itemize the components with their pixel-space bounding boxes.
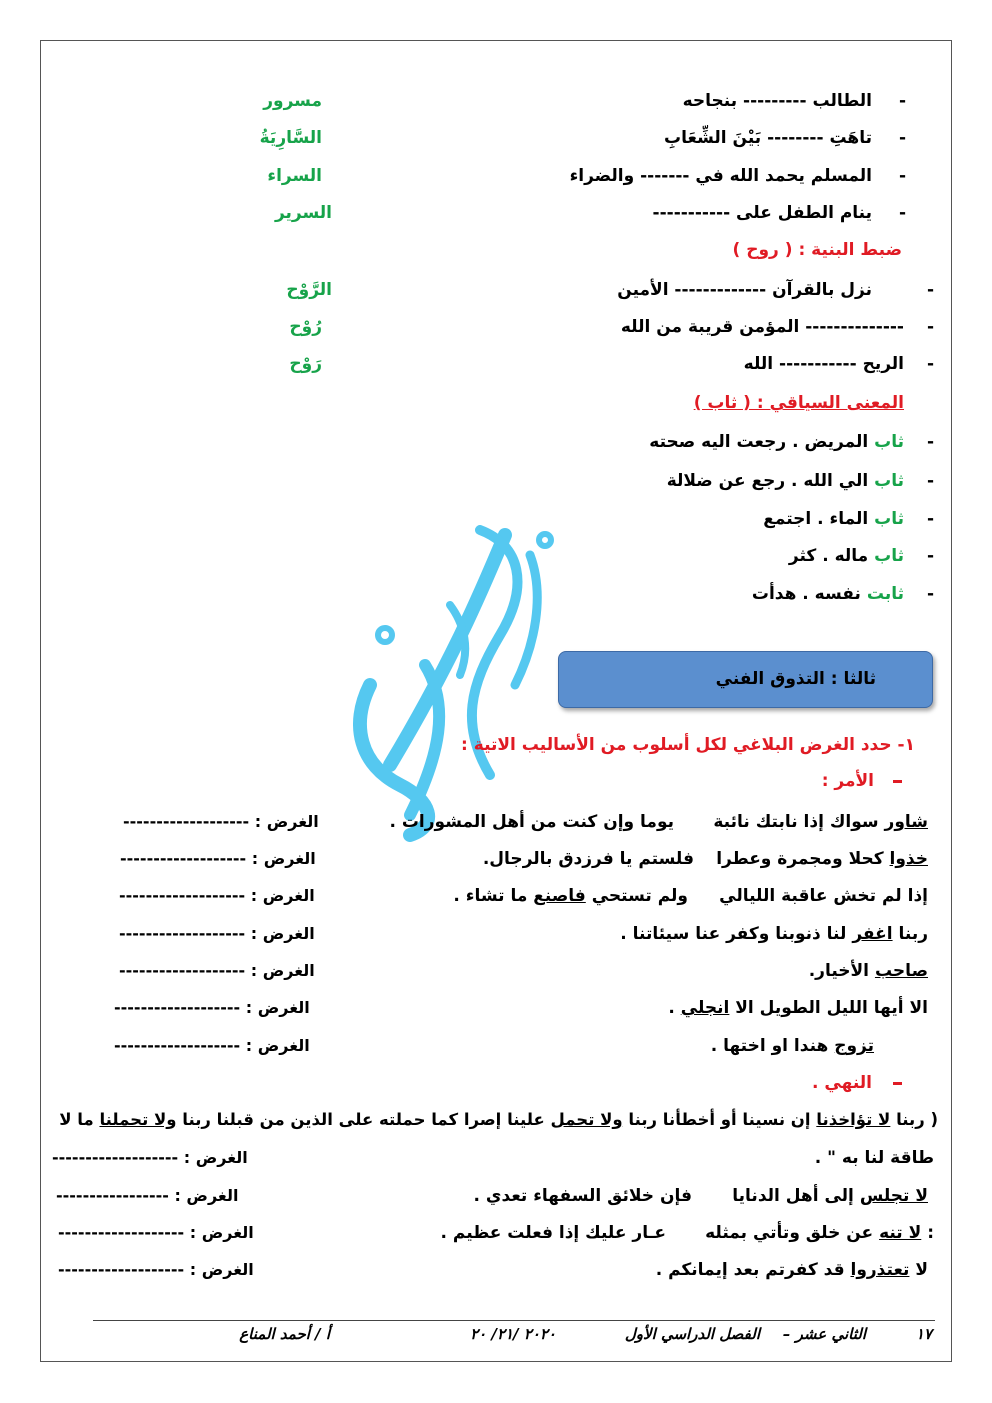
context-meaning: الي الله . رجع عن ضلالة xyxy=(666,471,869,491)
verse-part: علينا إصرا كما حملته على الذين من قبلنا ربنا xyxy=(176,1110,551,1129)
verse-part: ما لا xyxy=(59,1110,100,1129)
bullet-icon xyxy=(893,780,902,783)
amr-row-7 xyxy=(711,1036,874,1056)
purpose-blank: الغرض : ------------------- xyxy=(114,998,310,1017)
purpose-blank: الغرض : ------------------- xyxy=(119,886,315,905)
verse-part: عن خلق وتأتي بمثله xyxy=(705,1223,880,1243)
amr-row-3 xyxy=(453,886,688,906)
purpose-blank: الغرض : ------------------- xyxy=(119,961,315,980)
verse-part: سواك إذا نابتك نائبة xyxy=(713,812,885,832)
structure-sentence: نزل بالقرآن ------------- الأمين xyxy=(617,280,872,300)
structure-heading: ضبط البنية : ( روح ) xyxy=(732,240,902,260)
verse-part: . xyxy=(668,998,681,1018)
verse-part: ما تشاء . xyxy=(453,886,534,906)
purpose-blank: الغرض : ------------------- xyxy=(58,1223,254,1242)
key-word: صاحب xyxy=(874,961,928,981)
section-banner xyxy=(558,651,933,708)
nahy-row-1-second-half: فإن خلائق السفهاء تعدي . xyxy=(473,1186,692,1206)
key-word: لا تؤاخذنا xyxy=(816,1110,891,1129)
purpose-blank: الغرض : ------------------- xyxy=(119,924,315,943)
verse-part: هندا او اختها . xyxy=(710,1036,835,1056)
amr-row-1-second-half: يوما وإن كنت من أهل المشورات . xyxy=(389,812,674,832)
verse-part: ولم تستحي xyxy=(585,886,688,906)
context-line xyxy=(649,432,904,452)
nahy-row-1 xyxy=(732,1186,928,1206)
footer-year: ٢٠٢٠ /٢١/ ٢٠ xyxy=(470,1325,556,1343)
dash: - xyxy=(926,280,934,300)
dash: - xyxy=(926,509,934,529)
purpose-blank: الغرض : ----------------- xyxy=(56,1186,239,1205)
amr-row-2 xyxy=(716,849,928,869)
key-word: لا تجلس xyxy=(859,1186,928,1206)
amr-row-2-second-half: فلستم يا فرزدق بالرجال. xyxy=(482,849,694,869)
fill-answer: مسرور xyxy=(263,91,322,111)
nahy-heading: النهي . xyxy=(812,1073,872,1093)
verse-part: لا xyxy=(909,1260,928,1280)
verse-part: قد كفرتم بعد إيمانكم . xyxy=(655,1260,851,1280)
amr-row-5 xyxy=(809,961,928,981)
verse-part: الأخيار. xyxy=(808,961,875,981)
key-word: لا تنه xyxy=(879,1223,922,1243)
nahy-verse-line1 xyxy=(59,1110,938,1129)
context-meaning: ماله . كثر xyxy=(788,546,869,566)
amr-row-1 xyxy=(713,812,928,832)
verse-part: إلى أهل الدنايا xyxy=(732,1186,860,1206)
dash: - xyxy=(898,91,906,111)
dash: - xyxy=(926,354,934,374)
purpose-blank: الغرض : ------------------- xyxy=(123,812,319,831)
dash: - xyxy=(926,432,934,452)
nahy-row-2-second-half: عـار عليك إذا فعلت عظيم . xyxy=(440,1223,666,1243)
verse-part: إن نسينا أو أخطأنا ربنا xyxy=(622,1110,817,1129)
key-word: ولا تحمل xyxy=(550,1110,623,1129)
context-meaning: المريض . رجعت اليه صحته xyxy=(649,432,869,452)
dash: - xyxy=(926,546,934,566)
key-word: شاور xyxy=(884,812,928,832)
key-word: ولا تحملنا xyxy=(99,1110,177,1129)
structure-answer: الرَّوْح xyxy=(286,280,332,300)
key-word: فاصنع xyxy=(533,886,586,906)
nahy-row-3 xyxy=(656,1260,928,1280)
context-line xyxy=(789,546,904,566)
verse-part: الا أيها الليل الطويل الا xyxy=(729,998,928,1018)
context-word: ثاب xyxy=(874,432,904,452)
amr-row-3-first-half: إذا لم تخش عاقبة الليالي xyxy=(719,886,928,906)
dash: - xyxy=(926,317,934,337)
context-line xyxy=(752,584,904,604)
key-word: اغفر xyxy=(852,924,893,944)
dash: - xyxy=(926,471,934,491)
verse-part: ( ربنا xyxy=(890,1110,938,1129)
context-meaning: نفسه . هدأت xyxy=(751,584,861,604)
nahy-verse-line2: طاقة لنا به " . xyxy=(814,1148,934,1168)
fill-sentence: المسلم يحمد الله في ------- والضراء xyxy=(569,166,872,186)
context-word: ثاب xyxy=(874,546,904,566)
key-word: تعتذروا xyxy=(850,1260,910,1280)
context-word: ثاب xyxy=(874,471,904,491)
dash: - xyxy=(926,584,934,604)
dash: - xyxy=(898,166,906,186)
footer-rule xyxy=(93,1320,935,1321)
context-word: ثابت xyxy=(866,584,904,604)
structure-sentence: -------------- المؤمن قريبة من الله xyxy=(620,317,904,337)
question-title: ١- حدد الغرض البلاغي لكل أسلوب من الأساليب الاتية : xyxy=(461,735,915,755)
key-word: انجلي xyxy=(680,998,730,1018)
verse-part: : xyxy=(921,1223,934,1243)
verse-part: لنا ذنوبنا وكفر عنا سيئاتنا . xyxy=(620,924,853,944)
purpose-blank: الغرض : ------------------- xyxy=(58,1260,254,1279)
footer-term: الفصل الدراسي الأول xyxy=(624,1325,760,1343)
key-word: تزوج xyxy=(834,1036,874,1056)
fill-sentence: تاهَتِ -------- بَيْنَ الشِّعَابِ xyxy=(664,128,872,148)
verse-part: ربنا xyxy=(892,924,928,944)
context-meaning: الماء . اجتمع xyxy=(763,509,869,529)
dash: - xyxy=(898,203,906,223)
dash: - xyxy=(898,128,906,148)
amr-heading: الأمر : xyxy=(821,771,874,791)
footer-grade: الثاني عشر – xyxy=(782,1325,866,1343)
footer-page-number: ١٧ xyxy=(915,1325,932,1343)
fill-answer: السراء xyxy=(267,166,322,186)
context-line xyxy=(667,471,904,491)
verse-part: كحلا ومجمرة وعطرا xyxy=(716,849,890,869)
structure-answer: رَوْح xyxy=(289,354,322,374)
key-word: خذوا xyxy=(889,849,928,869)
purpose-blank: الغرض : ------------------- xyxy=(52,1148,248,1167)
watermark-signature xyxy=(330,515,570,845)
fill-sentence: ينام الطفل على ----------- xyxy=(652,203,872,223)
context-line xyxy=(763,509,904,529)
footer-author: أ / أحمد المناع xyxy=(239,1325,330,1343)
amr-row-6 xyxy=(668,998,928,1018)
nahy-row-2 xyxy=(705,1223,934,1243)
fill-answer: السَّارِيَةُ xyxy=(259,128,322,148)
structure-sentence: الريح ----------- الله xyxy=(743,354,904,374)
purpose-blank: الغرض : ------------------- xyxy=(120,849,316,868)
bullet-icon xyxy=(893,1082,902,1085)
structure-answer: رُوْح xyxy=(289,317,322,337)
context-word: ثاب xyxy=(874,509,904,529)
context-heading: المعنى السياقي : ( ثاب ) xyxy=(693,393,904,413)
amr-row-4 xyxy=(620,924,928,944)
fill-answer: السرير xyxy=(274,203,332,223)
section-title: ثالثا : التذوق الفني xyxy=(715,669,876,689)
fill-sentence: الطالب --------- بنجاحه xyxy=(682,91,872,111)
purpose-blank: الغرض : ------------------- xyxy=(114,1036,310,1055)
